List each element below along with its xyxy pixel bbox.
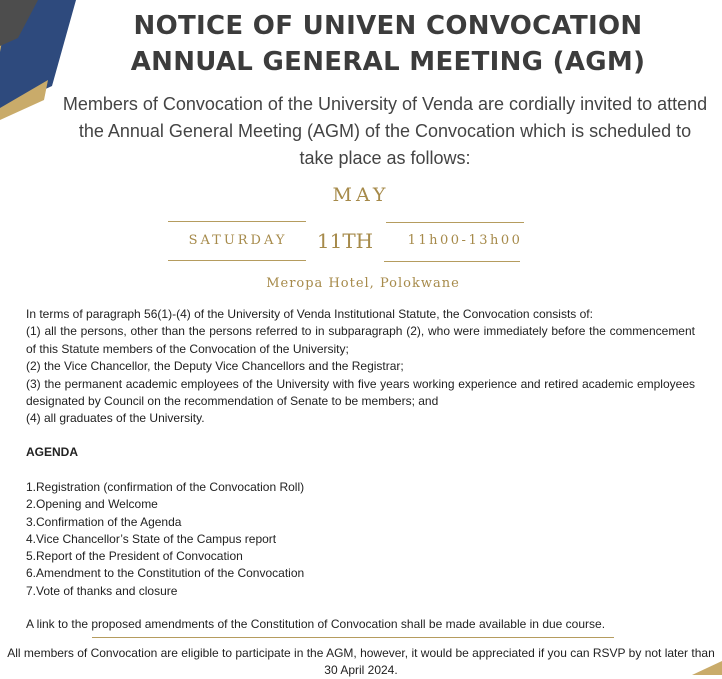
amendments-link-note: A link to the proposed amendments of the Constitution of Convocation shall be made available in due course. (26, 617, 606, 631)
rsvp-note: All members of Convocation are eligible to participate in the AGM, however, it would be appreciated if you can RSVP by not later than 30 April 2024. (7, 646, 715, 677)
statute-item: (2) the Vice Chancellor, the Deputy Vice Chancellors and the Registrar; (26, 359, 404, 374)
divider-left-top (168, 221, 306, 222)
event-day: 11TH (316, 229, 374, 253)
agenda-list (26, 479, 304, 600)
divider-right-top (386, 222, 524, 223)
event-time: 11h00-13h00 (407, 233, 523, 248)
agenda-item: 7.Vote of thanks and closure (26, 583, 178, 598)
statute-item: (4) all graduates of the University. (26, 411, 205, 426)
event-weekday: SATURDAY (188, 233, 288, 248)
agenda-heading: AGENDA (26, 445, 79, 459)
statute-item: (1) all the persons, other than the persons referred to in subparagraph (2), who were immediately before the commencement of this Statute members of the Convocation of the University; (26, 324, 695, 356)
invitation-text: Members of Convocation of the University of Venda are cordially invited to attend the Annual General Meeting (AGM) of the Convocation which is scheduled to take place as follows: (62, 94, 708, 168)
agenda-item: 3.Confirmation of the Agenda (26, 514, 182, 529)
divider-right-bottom (384, 261, 520, 262)
agenda-item: 1.Registration (confirmation of the Convocation Roll) (26, 480, 305, 494)
statute-section (26, 306, 695, 428)
divider-left-bottom (168, 260, 306, 261)
agenda-item: 4.Vice Chancellor’s State of the Campus report (26, 531, 277, 546)
event-month: MAY (332, 184, 390, 206)
agenda-item: 5.Report of the President of Convocation (26, 549, 243, 564)
event-venue: Meropa Hotel, Polokwane (266, 276, 460, 291)
agenda-item: 6.Amendment to the Constitution of the Convocation (26, 566, 305, 581)
agenda-item: 2.Opening and Welcome (26, 497, 158, 512)
page-title: NOTICE OF UNIVEN CONVOCATION ANNUAL GENERAL MEETING (AGM) (130, 11, 646, 77)
statute-item: (3) the permanent academic employees of the University with five years working experience and retired academic employees designated by Council on the recommendation of Senate to be members; and (26, 376, 695, 409)
statute-intro: In terms of paragraph 56(1)-(4) of the University of Venda Institutional Statute, the Convocation consists of: (26, 307, 593, 321)
footer-divider (92, 637, 614, 638)
